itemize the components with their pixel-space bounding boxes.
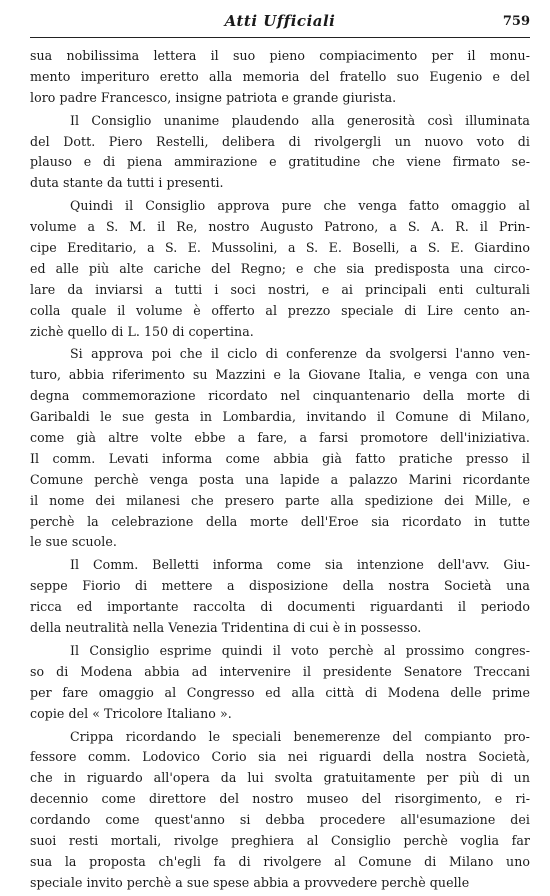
text-line: mento imperituro eretto alla memoria del fratello suo Eugenio e del bbox=[30, 68, 530, 84]
text-line: ed alle più alte cariche del Regno; e che sia predisposta una circo- bbox=[30, 260, 530, 276]
text-line: Si approva poi che il ciclo di conferenze da svolgersi l'anno ven- bbox=[70, 346, 530, 362]
paragraph bbox=[30, 196, 530, 342]
text-line: il nome dei milanesi che presero parte alla spedizione dei Mille, e bbox=[30, 492, 530, 508]
text-line: sua nobilissima lettera il suo pieno compiacimento per il monu- bbox=[30, 48, 530, 63]
text-line: cipe Ereditario, a S. E. Mussolini, a S. E. Boselli, a S. E. Giardino bbox=[30, 240, 530, 256]
paragraph bbox=[30, 641, 530, 725]
paragraph bbox=[30, 46, 530, 109]
text-line: volume a S. M. il Re, nostro Augusto Patrono, a S. A. R. il Prin- bbox=[30, 219, 530, 235]
text-line: duta stante da tutti i presenti. bbox=[30, 175, 224, 191]
text-line: degna commemorazione ricordato nel cinquantenario della morte di bbox=[30, 388, 530, 404]
body-text bbox=[30, 46, 530, 896]
text-line: perchè la celebrazione della morte dell'Eroe sia ricordato in tutte bbox=[30, 513, 530, 529]
text-line: decennio come direttore del nostro museo del risorgimento, e ri- bbox=[30, 791, 530, 807]
text-line: seppe Fiorio di mettere a disposizione della nostra Società una bbox=[30, 578, 530, 594]
running-title: Atti Ufficiali bbox=[224, 12, 336, 30]
text-line: lare da inviarsi a tutti i soci nostri, e ai principali enti culturali bbox=[30, 281, 530, 297]
text-line: copie del « Tricolore Italiano ». bbox=[30, 705, 232, 721]
text-line: Quindi il Consiglio approva pure che venga fatto omaggio al bbox=[70, 198, 530, 214]
text-line: Crippa ricordando le speciali benemerenze del compianto pro- bbox=[70, 728, 530, 744]
page-header bbox=[30, 10, 530, 36]
paragraph bbox=[30, 111, 530, 195]
paragraph bbox=[30, 344, 530, 553]
text-line: Il Consiglio unanime plaudendo alla generosità così illuminata bbox=[70, 112, 530, 128]
text-line: Garibaldi le sue gesta in Lombardia, invitando il Comune di Milano, bbox=[30, 409, 530, 425]
text-line: Il Comm. Belletti informa come sia intenzione dell'avv. Giu- bbox=[70, 557, 530, 573]
text-line: come già altre volte ebbe a fare, a farsi promotore dell'iniziativa. bbox=[30, 430, 530, 446]
header-rule bbox=[30, 37, 530, 38]
paragraph bbox=[30, 555, 530, 639]
text-line: della neutralità nella Venezia Tridentina di cui è in possesso. bbox=[30, 620, 422, 636]
text-line: so di Modena abbia ad intervenire il presidente Senatore Treccani bbox=[30, 663, 530, 679]
text-line: speciale invito perchè a sue spese abbia a provvedere perchè quelle bbox=[30, 874, 470, 890]
text-line: ricca ed importante raccolta di documenti riguardanti il periodo bbox=[30, 599, 530, 615]
text-line: per fare omaggio al Congresso ed alla città di Modena delle prime bbox=[30, 684, 530, 700]
page-number: 759 bbox=[502, 14, 530, 29]
text-line: Comune perchè venga posta una lapide a palazzo Marini ricordante bbox=[30, 471, 530, 487]
text-line: loro padre Francesco, insigne patriota e grande giurista. bbox=[30, 89, 397, 105]
text-line: fessore comm. Lodovico Corio sia nei riguardi della nostra Società, bbox=[30, 749, 530, 765]
text-line: turo, abbia riferimento su Mazzini e la Giovane Italia, e venga con una bbox=[30, 367, 530, 383]
text-line: del Dott. Piero Restelli, delibera di rivolgergli un nuovo voto di bbox=[30, 133, 530, 149]
text-line: che in riguardo all'opera da lui svolta gratuitamente per più di un bbox=[30, 770, 530, 786]
text-line: Il comm. Levati informa come abbia già fatto pratiche presso il bbox=[30, 450, 530, 466]
paragraph bbox=[30, 727, 530, 894]
text-line: plauso e di piena ammirazione e gratitudine che viene firmato se- bbox=[30, 154, 530, 170]
text-line: cordando come quest'anno si debba procedere all'esumazione dei bbox=[30, 812, 530, 828]
text-line: Il Consiglio esprime quindi il voto perchè al prossimo congres- bbox=[70, 642, 530, 658]
text-line: le sue scuole. bbox=[30, 534, 117, 550]
text-line: sua la proposta ch'egli fa di rivolgere al Comune di Milano uno bbox=[30, 853, 530, 869]
text-line: colla quale il volume è offerto al prezzo speciale di Lire cento an- bbox=[30, 302, 530, 318]
text-line: suoi resti mortali, rivolge preghiera al Consiglio perchè voglia far bbox=[30, 832, 530, 848]
text-line: zichè quello di L. 150 di copertina. bbox=[30, 323, 254, 339]
